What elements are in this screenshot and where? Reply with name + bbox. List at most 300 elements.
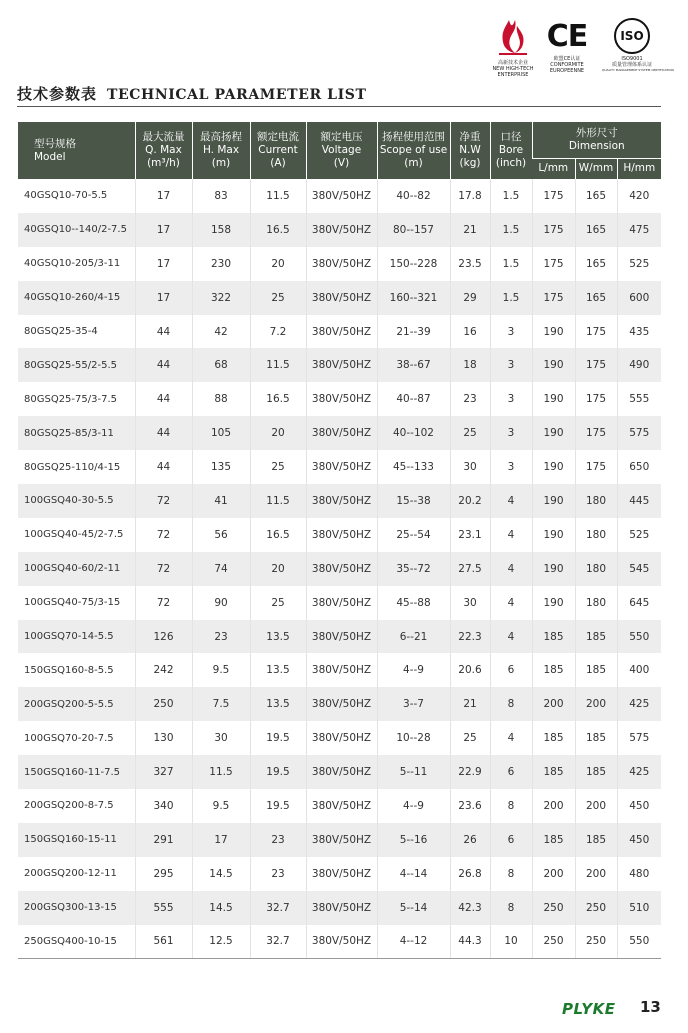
cell-current: 13.5 [250, 653, 306, 687]
cell-net-weight: 23 [450, 382, 490, 416]
cell-model: 40GSQ10--140/2-7.5 [18, 213, 135, 247]
table-row [18, 789, 661, 823]
cell-voltage: 380V/50HZ [306, 382, 377, 416]
table-row [18, 382, 661, 416]
cell-height: 550 [617, 925, 661, 959]
cell-bore: 8 [490, 789, 532, 823]
cell-bore: 8 [490, 687, 532, 721]
header-unit: (m) [211, 157, 231, 169]
cell-model: 150GSQ160-15-11 [18, 823, 135, 857]
cell-height: 425 [617, 687, 661, 721]
cell-voltage: 380V/50HZ [306, 823, 377, 857]
cell-bore: 3 [490, 450, 532, 484]
cell-scope-of-use: 21--39 [377, 315, 450, 349]
cell-voltage: 380V/50HZ [306, 552, 377, 586]
cell-q-max: 561 [135, 925, 192, 959]
cell-h-max: 88 [192, 382, 250, 416]
cell-current: 20 [250, 416, 306, 450]
cell-q-max: 340 [135, 789, 192, 823]
cell-q-max: 291 [135, 823, 192, 857]
cell-length: 250 [532, 891, 575, 925]
cell-height: 550 [617, 620, 661, 654]
cell-current: 7.2 [250, 315, 306, 349]
cell-model: 200GSQ200-8-7.5 [24, 800, 114, 812]
cell-current: 25 [250, 281, 306, 315]
cell-voltage: 380V/50HZ [306, 891, 377, 925]
cell-current: 25 [250, 450, 306, 484]
cell-model: 100GSQ70-20-7.5 [24, 732, 114, 744]
cell-bore: 6 [490, 653, 532, 687]
cell-scope-of-use: 15--38 [377, 484, 450, 518]
cell-width: 185 [575, 823, 617, 857]
cell-scope-of-use: 80--157 [377, 213, 450, 247]
cell-current: 19.5 [250, 755, 306, 789]
cell-model: 100GSQ40-75/3-15 [24, 597, 121, 609]
cell-h-max: 30 [192, 721, 250, 755]
cell-height: 475 [617, 213, 661, 247]
header-scope-of-use [377, 122, 450, 179]
cell-net-weight: 21 [450, 687, 490, 721]
cell-h-max: 41 [192, 484, 250, 518]
cell-model: 100GSQ40-60/2-11 [18, 552, 135, 586]
cell-scope-of-use: 3--7 [377, 687, 450, 721]
header-cn: 最大流量 [142, 131, 185, 143]
cell-height: 420 [617, 179, 661, 213]
cert-caption-line: NEW HIGH-TECH [492, 66, 534, 72]
cell-net-weight: 21 [450, 213, 490, 247]
cell-scope-of-use: 5--11 [377, 755, 450, 789]
cell-q-max: 250 [135, 687, 192, 721]
header-en: Current [258, 144, 298, 156]
header-en: Q. Max [145, 144, 182, 156]
page-title-cn: 技术参数表 [17, 85, 98, 103]
header-en: Scope of use [379, 144, 448, 156]
cell-bore: 4 [490, 518, 532, 552]
header-length: L/mm [532, 158, 575, 179]
table-row [18, 179, 661, 213]
cell-h-max: 14.5 [192, 891, 250, 925]
cell-current: 19.5 [250, 789, 306, 823]
cert-caption-line: QUALITY MANAGEMENT SYSTEM CERTIFICATION [602, 68, 674, 72]
cell-length: 175 [532, 247, 575, 281]
table-row [18, 891, 661, 925]
title-divider [17, 106, 661, 107]
cell-h-max: 42 [192, 315, 250, 349]
cell-length: 190 [532, 586, 575, 620]
header-h-max [192, 122, 250, 179]
iso-seal-text: ISO [620, 29, 644, 43]
cell-q-max: 295 [135, 857, 192, 891]
cell-net-weight: 18 [450, 348, 490, 382]
header-unit: (m) [404, 157, 423, 169]
cell-width: 250 [575, 891, 617, 925]
cell-current: 13.5 [250, 620, 306, 654]
parameter-table [18, 122, 661, 959]
table-row [18, 213, 661, 247]
cell-q-max: 72 [135, 586, 192, 620]
cell-current: 20 [250, 247, 306, 281]
cell-scope-of-use: 4--9 [377, 653, 450, 687]
table-row [18, 315, 661, 349]
header-unit: (inch) [495, 157, 527, 169]
cert-caption-line: 欧盟CE认证 [553, 56, 581, 62]
cell-h-max: 9.5 [192, 653, 250, 687]
cell-length: 200 [532, 789, 575, 823]
cell-length: 190 [532, 484, 575, 518]
header-en: Dimension [568, 139, 625, 152]
cell-scope-of-use: 6--21 [377, 620, 450, 654]
cell-width: 175 [575, 382, 617, 416]
cell-voltage: 380V/50HZ [306, 281, 377, 315]
cell-length: 190 [532, 315, 575, 349]
cell-model: 200GSQ300-13-15 [18, 891, 135, 925]
cell-h-max: 56 [192, 518, 250, 552]
cell-bore: 10 [490, 925, 532, 959]
cell-q-max: 72 [135, 518, 192, 552]
cert-caption-line: 高新技术企业 [497, 60, 528, 66]
header-cn: 口径 [500, 131, 522, 143]
header-dimension [532, 122, 661, 158]
cell-h-max: 83 [192, 179, 250, 213]
header-q-max [135, 122, 192, 179]
header-en: H. Max [202, 144, 240, 156]
table-row [18, 586, 661, 620]
cell-h-max: 17 [192, 823, 250, 857]
cell-net-weight: 42.3 [450, 891, 490, 925]
cell-scope-of-use: 45--88 [377, 586, 450, 620]
table-row [18, 687, 661, 721]
cell-h-max: 74 [192, 552, 250, 586]
cell-voltage: 380V/50HZ [306, 925, 377, 959]
cell-net-weight: 20.2 [450, 484, 490, 518]
cert-caption-line: 质量管理体系认证 [611, 62, 652, 68]
cell-h-max: 9.5 [192, 789, 250, 823]
header-voltage [306, 122, 377, 179]
cell-net-weight: 26.8 [450, 857, 490, 891]
cell-net-weight: 23.6 [450, 789, 490, 823]
cell-q-max: 130 [135, 721, 192, 755]
cell-q-max: 126 [135, 620, 192, 654]
cell-net-weight: 25 [450, 721, 490, 755]
cell-width: 175 [575, 348, 617, 382]
cell-q-max: 72 [135, 484, 192, 518]
table-row [18, 518, 661, 552]
cell-height: 445 [617, 484, 661, 518]
table-row [18, 925, 661, 959]
cell-width: 250 [575, 925, 617, 959]
cell-width: 185 [575, 620, 617, 654]
cell-length: 190 [532, 552, 575, 586]
cell-h-max: 7.5 [192, 687, 250, 721]
cell-length: 190 [532, 416, 575, 450]
cell-model: 40GSQ10-205/3-11 [24, 258, 121, 270]
table-row [18, 823, 661, 857]
cell-width: 180 [575, 484, 617, 518]
cell-h-max: 322 [192, 281, 250, 315]
header-unit: (m³/h) [147, 157, 180, 169]
header-cn: 额定电流 [257, 131, 299, 143]
certification-logos [488, 18, 674, 86]
header-cn: 外形尺寸 [575, 126, 618, 139]
table-row [18, 857, 661, 891]
cell-height: 575 [617, 721, 661, 755]
cell-model: 80GSQ25-55/2-5.5 [18, 348, 135, 382]
cert-caption-line: ISO9001 [621, 56, 643, 62]
cell-height: 545 [617, 552, 661, 586]
cell-length: 185 [532, 721, 575, 755]
cell-scope-of-use: 5--16 [377, 823, 450, 857]
header-height: H/mm [617, 158, 661, 179]
cell-voltage: 380V/50HZ [306, 315, 377, 349]
cell-scope-of-use: 4--12 [377, 925, 450, 959]
cell-width: 175 [575, 416, 617, 450]
table-row [18, 450, 661, 484]
cell-voltage: 380V/50HZ [306, 687, 377, 721]
cert-caption-line: ENTERPRISE [497, 72, 529, 78]
header-bore [490, 122, 532, 179]
cell-width: 180 [575, 552, 617, 586]
cell-bore: 3 [490, 416, 532, 450]
cell-bore: 1.5 [490, 281, 532, 315]
cell-net-weight: 20.6 [450, 653, 490, 687]
cell-length: 190 [532, 348, 575, 382]
cell-bore: 4 [490, 586, 532, 620]
cell-height: 525 [617, 247, 661, 281]
cell-width: 200 [575, 857, 617, 891]
cell-h-max: 230 [192, 247, 250, 281]
cell-length: 185 [532, 755, 575, 789]
header-cn: 扬程使用范围 [382, 131, 445, 143]
cell-q-max: 555 [135, 891, 192, 925]
cell-bore: 4 [490, 484, 532, 518]
cell-voltage: 380V/50HZ [306, 416, 377, 450]
table-row [18, 620, 661, 654]
cell-scope-of-use: 4--14 [377, 857, 450, 891]
cell-length: 250 [532, 925, 575, 959]
cell-length: 185 [532, 653, 575, 687]
cell-h-max: 12.5 [192, 925, 250, 959]
table-row [18, 755, 661, 789]
cell-net-weight: 23.1 [450, 518, 490, 552]
cell-voltage: 380V/50HZ [306, 484, 377, 518]
cell-current: 16.5 [250, 518, 306, 552]
header-current [250, 122, 306, 179]
cell-bore: 3 [490, 382, 532, 416]
header-unit: (A) [270, 157, 286, 169]
cell-height: 645 [617, 586, 661, 620]
cell-h-max: 11.5 [192, 755, 250, 789]
header-en: N.W [459, 144, 481, 156]
header-unit: (V) [333, 157, 350, 169]
cell-width: 200 [575, 789, 617, 823]
cell-model: 100GSQ40-30-5.5 [18, 484, 135, 518]
cell-scope-of-use: 35--72 [377, 552, 450, 586]
header-cn: 最高扬程 [200, 131, 242, 143]
table-row [18, 653, 661, 687]
cell-scope-of-use: 150--228 [377, 247, 450, 281]
cell-net-weight: 17.8 [450, 179, 490, 213]
cell-height: 400 [617, 653, 661, 687]
cell-net-weight: 27.5 [450, 552, 490, 586]
cell-net-weight: 23.5 [450, 247, 490, 281]
cell-bore: 6 [490, 755, 532, 789]
cell-h-max: 105 [192, 416, 250, 450]
cell-bore: 4 [490, 721, 532, 755]
cell-current: 11.5 [250, 348, 306, 382]
cell-net-weight: 16 [450, 315, 490, 349]
page-title-en: TECHNICAL PARAMETER LIST [107, 87, 367, 103]
cell-length: 185 [532, 620, 575, 654]
cell-length: 175 [532, 179, 575, 213]
cell-length: 175 [532, 213, 575, 247]
cell-scope-of-use: 40--87 [377, 382, 450, 416]
cell-voltage: 380V/50HZ [306, 620, 377, 654]
ce-badge [545, 18, 589, 74]
cell-width: 185 [575, 721, 617, 755]
cell-length: 200 [532, 687, 575, 721]
cell-model: 200GSQ200-12-11 [24, 868, 117, 880]
cell-width: 185 [575, 653, 617, 687]
header-en: Voltage [321, 144, 362, 156]
cell-height: 555 [617, 382, 661, 416]
cell-current: 25 [250, 586, 306, 620]
cell-h-max: 90 [192, 586, 250, 620]
cell-width: 165 [575, 213, 617, 247]
cell-bore: 4 [490, 620, 532, 654]
cell-voltage: 380V/50HZ [306, 653, 377, 687]
cell-net-weight: 29 [450, 281, 490, 315]
header-net-weight [450, 122, 490, 179]
iso-seal-icon [614, 18, 650, 54]
table-body [18, 179, 661, 958]
cell-model: 100GSQ40-45/2-7.5 [24, 529, 124, 541]
cell-model: 200GSQ200-5-5.5 [18, 687, 135, 721]
cell-height: 575 [617, 416, 661, 450]
cell-bore: 8 [490, 891, 532, 925]
header-cn: 型号规格 [34, 137, 76, 150]
cell-scope-of-use: 160--321 [377, 281, 450, 315]
table-header-row [18, 122, 661, 158]
cell-model: 150GSQ160-11-7.5 [18, 755, 135, 789]
cell-height: 480 [617, 857, 661, 891]
cell-h-max: 68 [192, 348, 250, 382]
cell-scope-of-use: 45--133 [377, 450, 450, 484]
cell-voltage: 380V/50HZ [306, 857, 377, 891]
high-tech-enterprise-icon [493, 18, 533, 56]
cell-model: 40GSQ10-260/4-15 [18, 281, 135, 315]
cell-scope-of-use: 40--102 [377, 416, 450, 450]
table-row [18, 416, 661, 450]
header-cn: 额定电压 [320, 131, 363, 143]
cell-height: 525 [617, 518, 661, 552]
cell-height: 450 [617, 823, 661, 857]
header-cn: 净重 [459, 131, 481, 143]
cell-width: 200 [575, 687, 617, 721]
cell-current: 16.5 [250, 213, 306, 247]
cell-current: 16.5 [250, 382, 306, 416]
cell-height: 450 [617, 789, 661, 823]
cell-width: 185 [575, 755, 617, 789]
cell-length: 190 [532, 450, 575, 484]
cell-model: 40GSQ10-70-5.5 [24, 190, 108, 202]
table-row [18, 348, 661, 382]
cell-width: 165 [575, 179, 617, 213]
cell-current: 23 [250, 857, 306, 891]
cell-model: 80GSQ25-85/3-11 [18, 416, 135, 450]
cell-voltage: 380V/50HZ [306, 213, 377, 247]
cell-scope-of-use: 38--67 [377, 348, 450, 382]
ce-mark-icon: CE [546, 19, 588, 54]
header-model [18, 122, 135, 179]
cell-net-weight: 22.9 [450, 755, 490, 789]
cell-current: 11.5 [250, 484, 306, 518]
cell-voltage: 380V/50HZ [306, 179, 377, 213]
cell-height: 650 [617, 450, 661, 484]
cell-width: 180 [575, 518, 617, 552]
cell-net-weight: 25 [450, 416, 490, 450]
cell-current: 32.7 [250, 925, 306, 959]
page-title [17, 83, 367, 104]
cell-current: 32.7 [250, 891, 306, 925]
cell-net-weight: 26 [450, 823, 490, 857]
cell-current: 19.5 [250, 721, 306, 755]
cell-model: 150GSQ160-8-5.5 [24, 664, 114, 676]
cell-net-weight: 44.3 [450, 925, 490, 959]
header-en: Model [34, 150, 66, 163]
cell-model: 80GSQ25-35-4 [24, 326, 98, 337]
cell-current: 11.5 [250, 179, 306, 213]
cell-q-max: 44 [135, 416, 192, 450]
cell-voltage: 380V/50HZ [306, 518, 377, 552]
cell-width: 165 [575, 281, 617, 315]
cell-width: 180 [575, 586, 617, 620]
cell-bore: 3 [490, 348, 532, 382]
cell-model: 100GSQ70-14-5.5 [18, 620, 135, 654]
cell-q-max: 44 [135, 315, 192, 349]
cell-bore: 1.5 [490, 247, 532, 281]
cell-scope-of-use: 40--82 [377, 179, 450, 213]
cell-length: 200 [532, 857, 575, 891]
table-row [18, 552, 661, 586]
cell-model: 80GSQ25-110/4-15 [24, 461, 121, 473]
cell-q-max: 242 [135, 653, 192, 687]
cell-width: 165 [575, 247, 617, 281]
cell-current: 20 [250, 552, 306, 586]
cell-voltage: 380V/50HZ [306, 586, 377, 620]
cert-caption-line: EUROPEENNE [549, 68, 585, 74]
cell-h-max: 135 [192, 450, 250, 484]
cell-h-max: 23 [192, 620, 250, 654]
cell-length: 185 [532, 823, 575, 857]
header-width: W/mm [575, 158, 617, 179]
cell-q-max: 44 [135, 348, 192, 382]
table-row [18, 247, 661, 281]
cell-height: 490 [617, 348, 661, 382]
cell-voltage: 380V/50HZ [306, 247, 377, 281]
cell-voltage: 380V/50HZ [306, 789, 377, 823]
cell-q-max: 17 [135, 179, 192, 213]
cell-q-max: 17 [135, 247, 192, 281]
cell-scope-of-use: 4--9 [377, 789, 450, 823]
cell-q-max: 72 [135, 552, 192, 586]
cell-voltage: 380V/50HZ [306, 721, 377, 755]
cell-bore: 1.5 [490, 179, 532, 213]
cell-length: 190 [532, 518, 575, 552]
cell-q-max: 17 [135, 281, 192, 315]
cell-model: 80GSQ25-75/3-7.5 [24, 393, 117, 405]
cell-current: 13.5 [250, 687, 306, 721]
cell-length: 175 [532, 281, 575, 315]
